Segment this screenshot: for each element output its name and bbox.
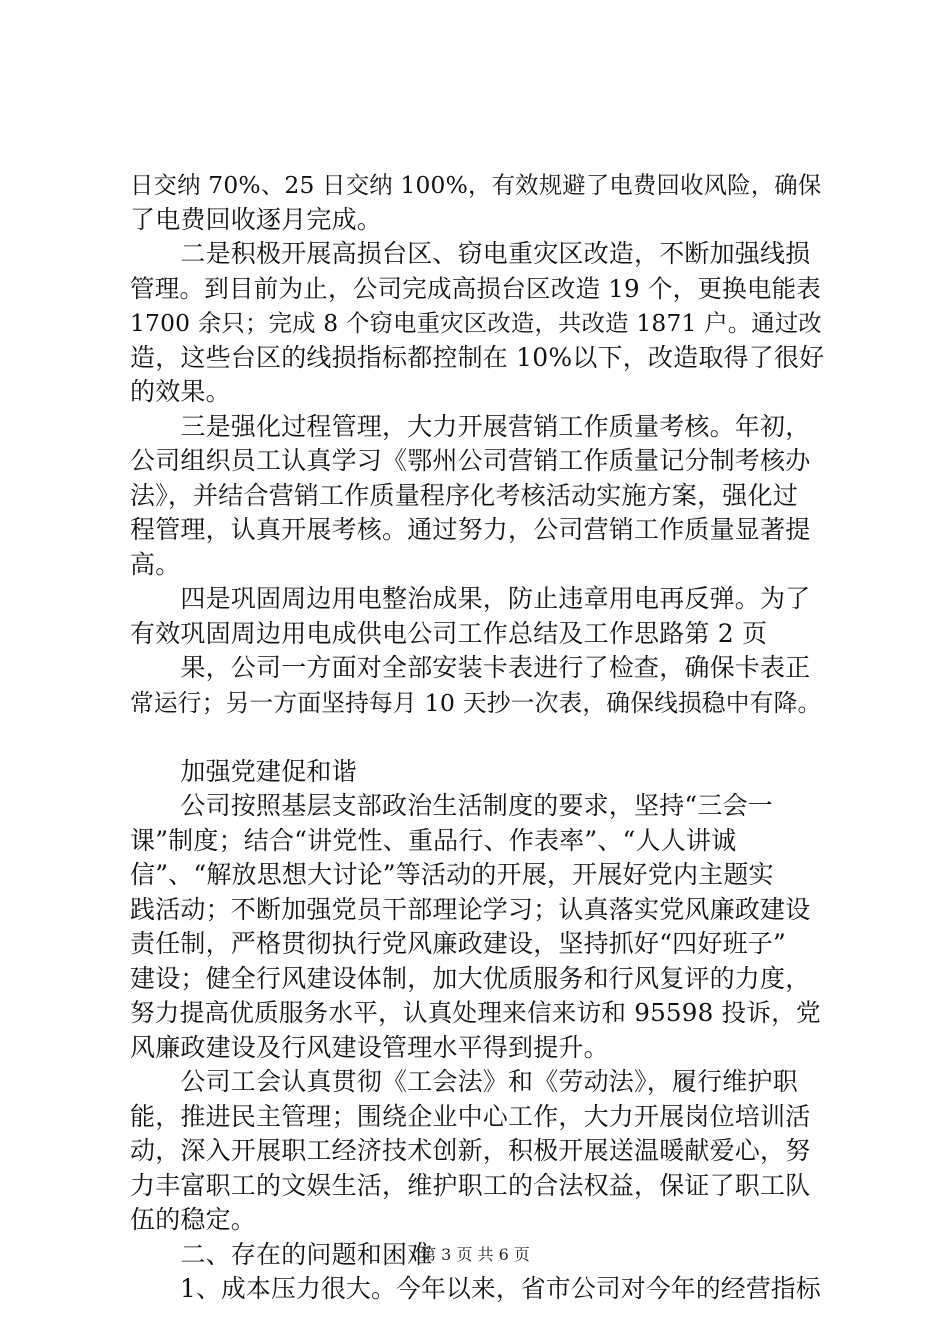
text-line: 建设；健全行风建设体制，加大优质服务和行风复评的力度， <box>130 963 811 993</box>
text-line: 公司组织员工认真学习《鄂州公司营销工作质量记分制考核办 <box>130 446 811 475</box>
blank-line <box>130 720 825 755</box>
text-line: 课”制度；结合“讲党性、重品行、作表率”、“人人讲诚 <box>130 825 737 855</box>
text-line: 责任制，严格贯彻执行党风廉政建设，坚持抓好“四好班子” <box>130 929 786 958</box>
text-line: 二是积极开展高损台区、窃电重灾区改造，不断加强线损 <box>130 239 811 268</box>
text-line: 常运行；另一方面坚持每月 10 天抄一次表，确保线损稳中有降。 <box>130 688 822 717</box>
text-line: 程管理，认真开展考核。通过努力，公司营销工作质量显著提 <box>130 515 811 544</box>
text-line: 公司按照基层支部政治生活制度的要求，坚持“三会一 <box>130 791 773 820</box>
text-line: 信”、“解放思想大讨论”等活动的开展，开展好党内主题实 <box>130 860 774 889</box>
text-line: 法》，并结合营销工作质量程序化考核活动实施方案，强化过 <box>130 480 798 510</box>
text-line: 风廉政建设及行风建设管理水平得到提升。 <box>130 1032 609 1062</box>
text-line: 加强党建促和谐 <box>130 756 357 786</box>
text-line: 动，深入开展职工经济技术创新，积极开展送温暖献爱心，努 <box>130 1136 811 1165</box>
text-line: 1700 余只；完成 8 个窃电重灾区改造，共改造 1871 户。通过改 <box>130 309 822 337</box>
text-line: 了电费回收逐月完成。 <box>130 204 383 234</box>
body-text <box>130 168 825 1307</box>
text-line: 三是强化过程管理，大力开展营销工作质量考核。年初， <box>130 411 811 441</box>
text-line: 有效巩固周边用电成供电公司工作总结及工作思路第 2 页 <box>130 618 768 648</box>
text-line: 1、成本压力很大。今年以来，省市公司对今年的经营指标 <box>130 1274 821 1303</box>
page-footer: 第 3 页 共 6 页 <box>420 1245 530 1264</box>
text-line: 努力提高优质服务水平，认真处理来信来访和 95598 投诉，党 <box>130 998 821 1027</box>
text-line: 践活动；不断加强党员干部理论学习；认真落实党风廉政建设 <box>130 894 811 924</box>
text-line: 公司工会认真贯彻《工会法》和《劳动法》，履行维护职 <box>130 1067 798 1096</box>
text-line: 管理。到目前为止，公司完成高损台区改造 19 个，更换电能表 <box>130 273 822 303</box>
text-line: 力丰富职工的文娱生活，维护职工的合法权益，保证了职工队 <box>130 1170 811 1200</box>
text-line: 四是巩固周边用电整治成果，防止违章用电再反弹。为了 <box>130 584 811 613</box>
text-line: 的效果。 <box>130 377 231 406</box>
text-line: 二、存在的问题和困难 <box>130 1239 433 1269</box>
text-line: 日交纳 70%、25 日交纳 100%，有效规避了电费回收风险，确保 <box>130 171 822 199</box>
text-line: 伍的稳定。 <box>130 1205 257 1234</box>
text-line: 果，公司一方面对全部安装卡表进行了检查，确保卡表正 <box>130 653 811 682</box>
text-line: 能，推进民主管理；围绕企业中心工作，大力开展岗位培训活 <box>130 1101 811 1131</box>
text-line: 造，这些台区的线损指标都控制在 10%以下，改造取得了很好 <box>130 342 825 372</box>
text-line: 高。 <box>130 549 181 579</box>
